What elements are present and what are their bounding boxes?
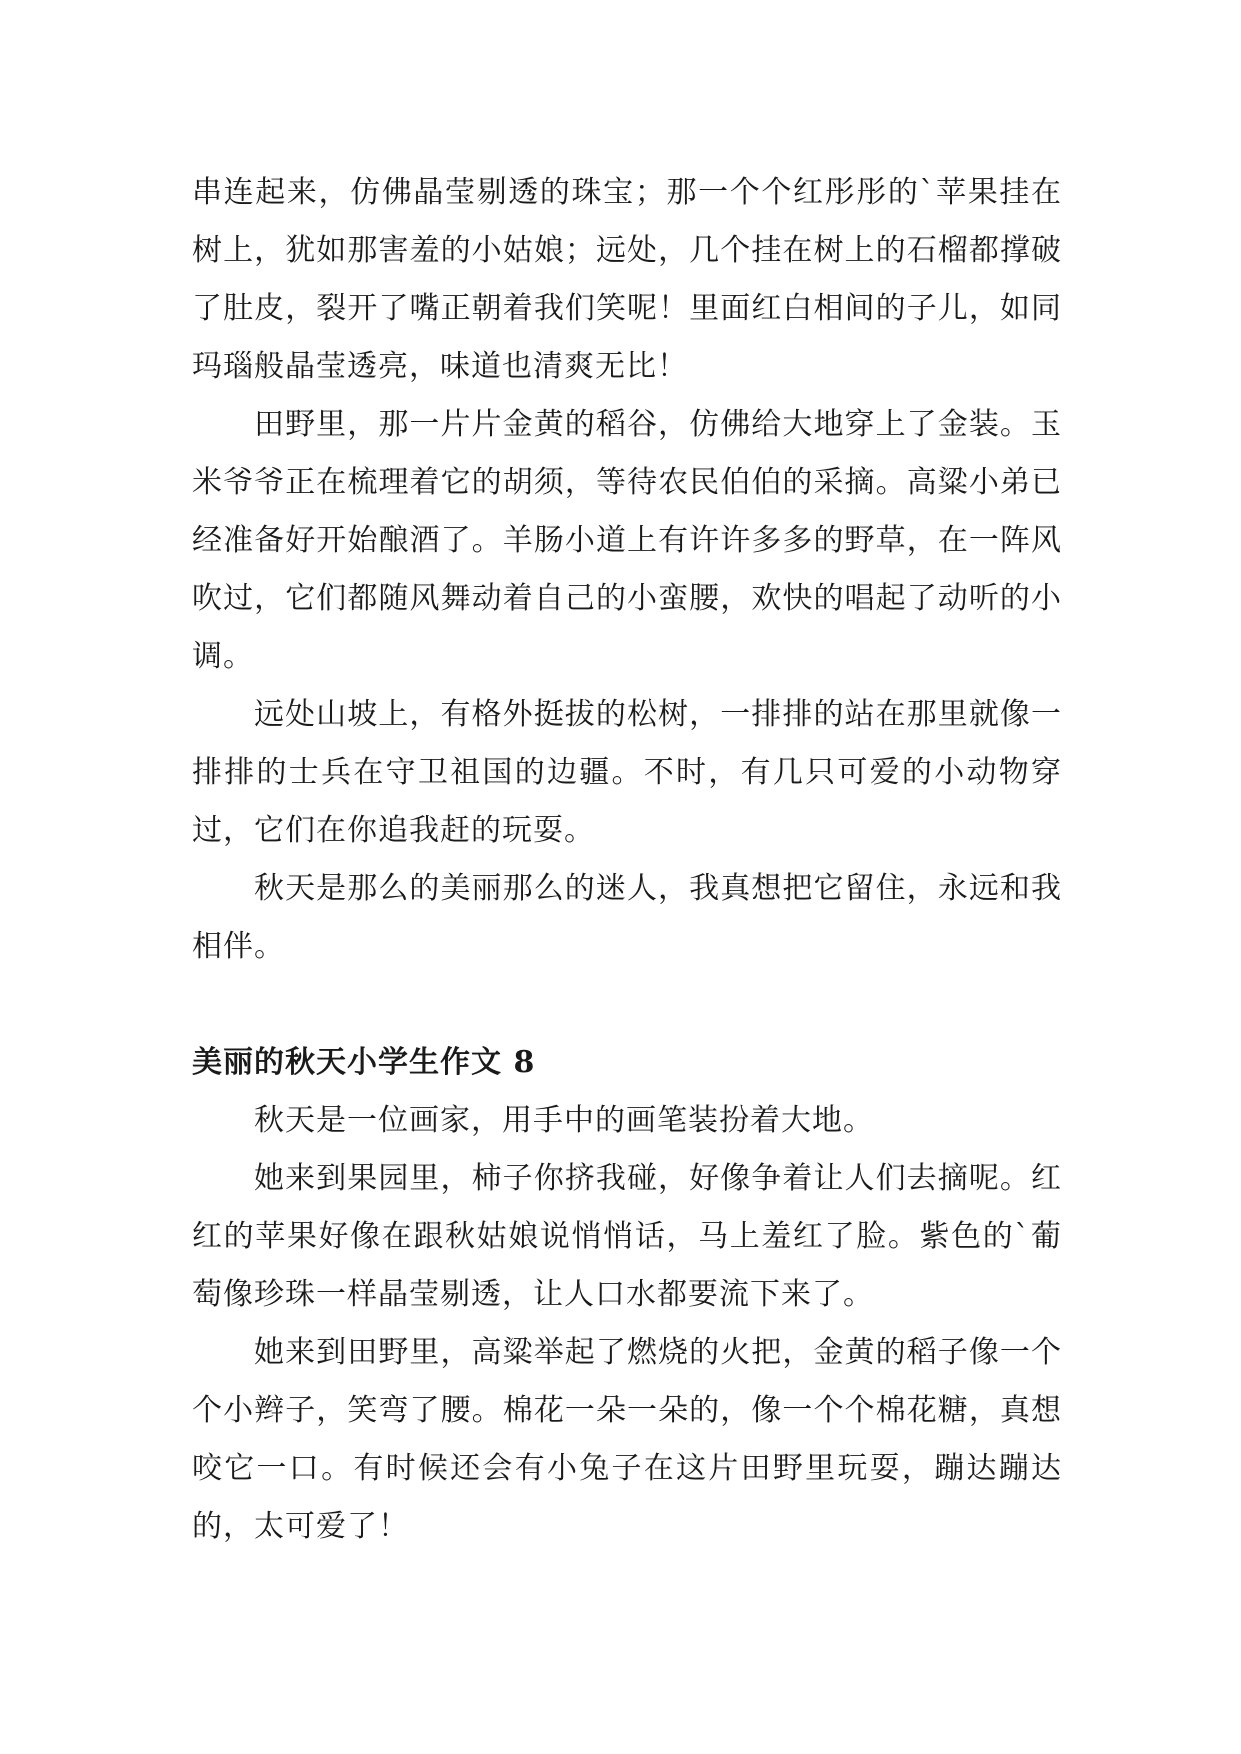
paragraph-3: 远处山坡上，有格外挺拔的松树，一排排的站在那里就像一排排的士兵在守卫祖国的边疆。不时，有几只可爱的小动物穿过，它们在你追我赶的玩耍。 xyxy=(192,697,1062,848)
paragraph-4: 秋天是那么的美丽那么的迷人，我真想把它留住，永远和我相伴。 xyxy=(192,871,1062,964)
paragraph-2: 田野里，那一片片金黄的稻谷，仿佛给大地穿上了金装。玉米爷爷正在梳理着它的胡须，等待农民伯伯的采摘。高粱小弟已经准备好开始酿酒了。羊肠小道上有许许多多的野草，在一阵风吹过，它们都随风舞动着自己的小蛮腰，欢快的唱起了动听的小调。 xyxy=(192,407,1062,674)
document-body xyxy=(192,164,1062,1556)
paragraph-6: 她来到果园里，柿子你挤我碰，好像争着让人们去摘呢。红红的苹果好像在跟秋姑娘说悄悄话，马上羞红了脸。紫色的`葡萄像珍珠一样晶莹剔透，让人口水都要流下来了。 xyxy=(192,1161,1062,1312)
paragraph-7: 她来到田野里，高粱举起了燃烧的火把，金黄的稻子像一个个小辫子，笑弯了腰。棉花一朵一朵的，像一个个棉花糖，真想咬它一口。有时候还会有小兔子在这片田野里玩耍，蹦达蹦达的，太可爱了！ xyxy=(192,1335,1062,1544)
paragraph-1: 串连起来，仿佛晶莹剔透的珠宝；那一个个红彤彤的`苹果挂在树上，犹如那害羞的小姑娘；远处，几个挂在树上的石榴都撑破了肚皮，裂开了嘴正朝着我们笑呢！里面红白相间的子儿，如同玛瑙般晶莹透亮，味道也清爽无比！ xyxy=(192,175,1062,384)
paragraph-5: 秋天是一位画家，用手中的画笔装扮着大地。 xyxy=(254,1103,874,1138)
section-title: 美丽的秋天小学生作文 8 xyxy=(192,1045,536,1080)
